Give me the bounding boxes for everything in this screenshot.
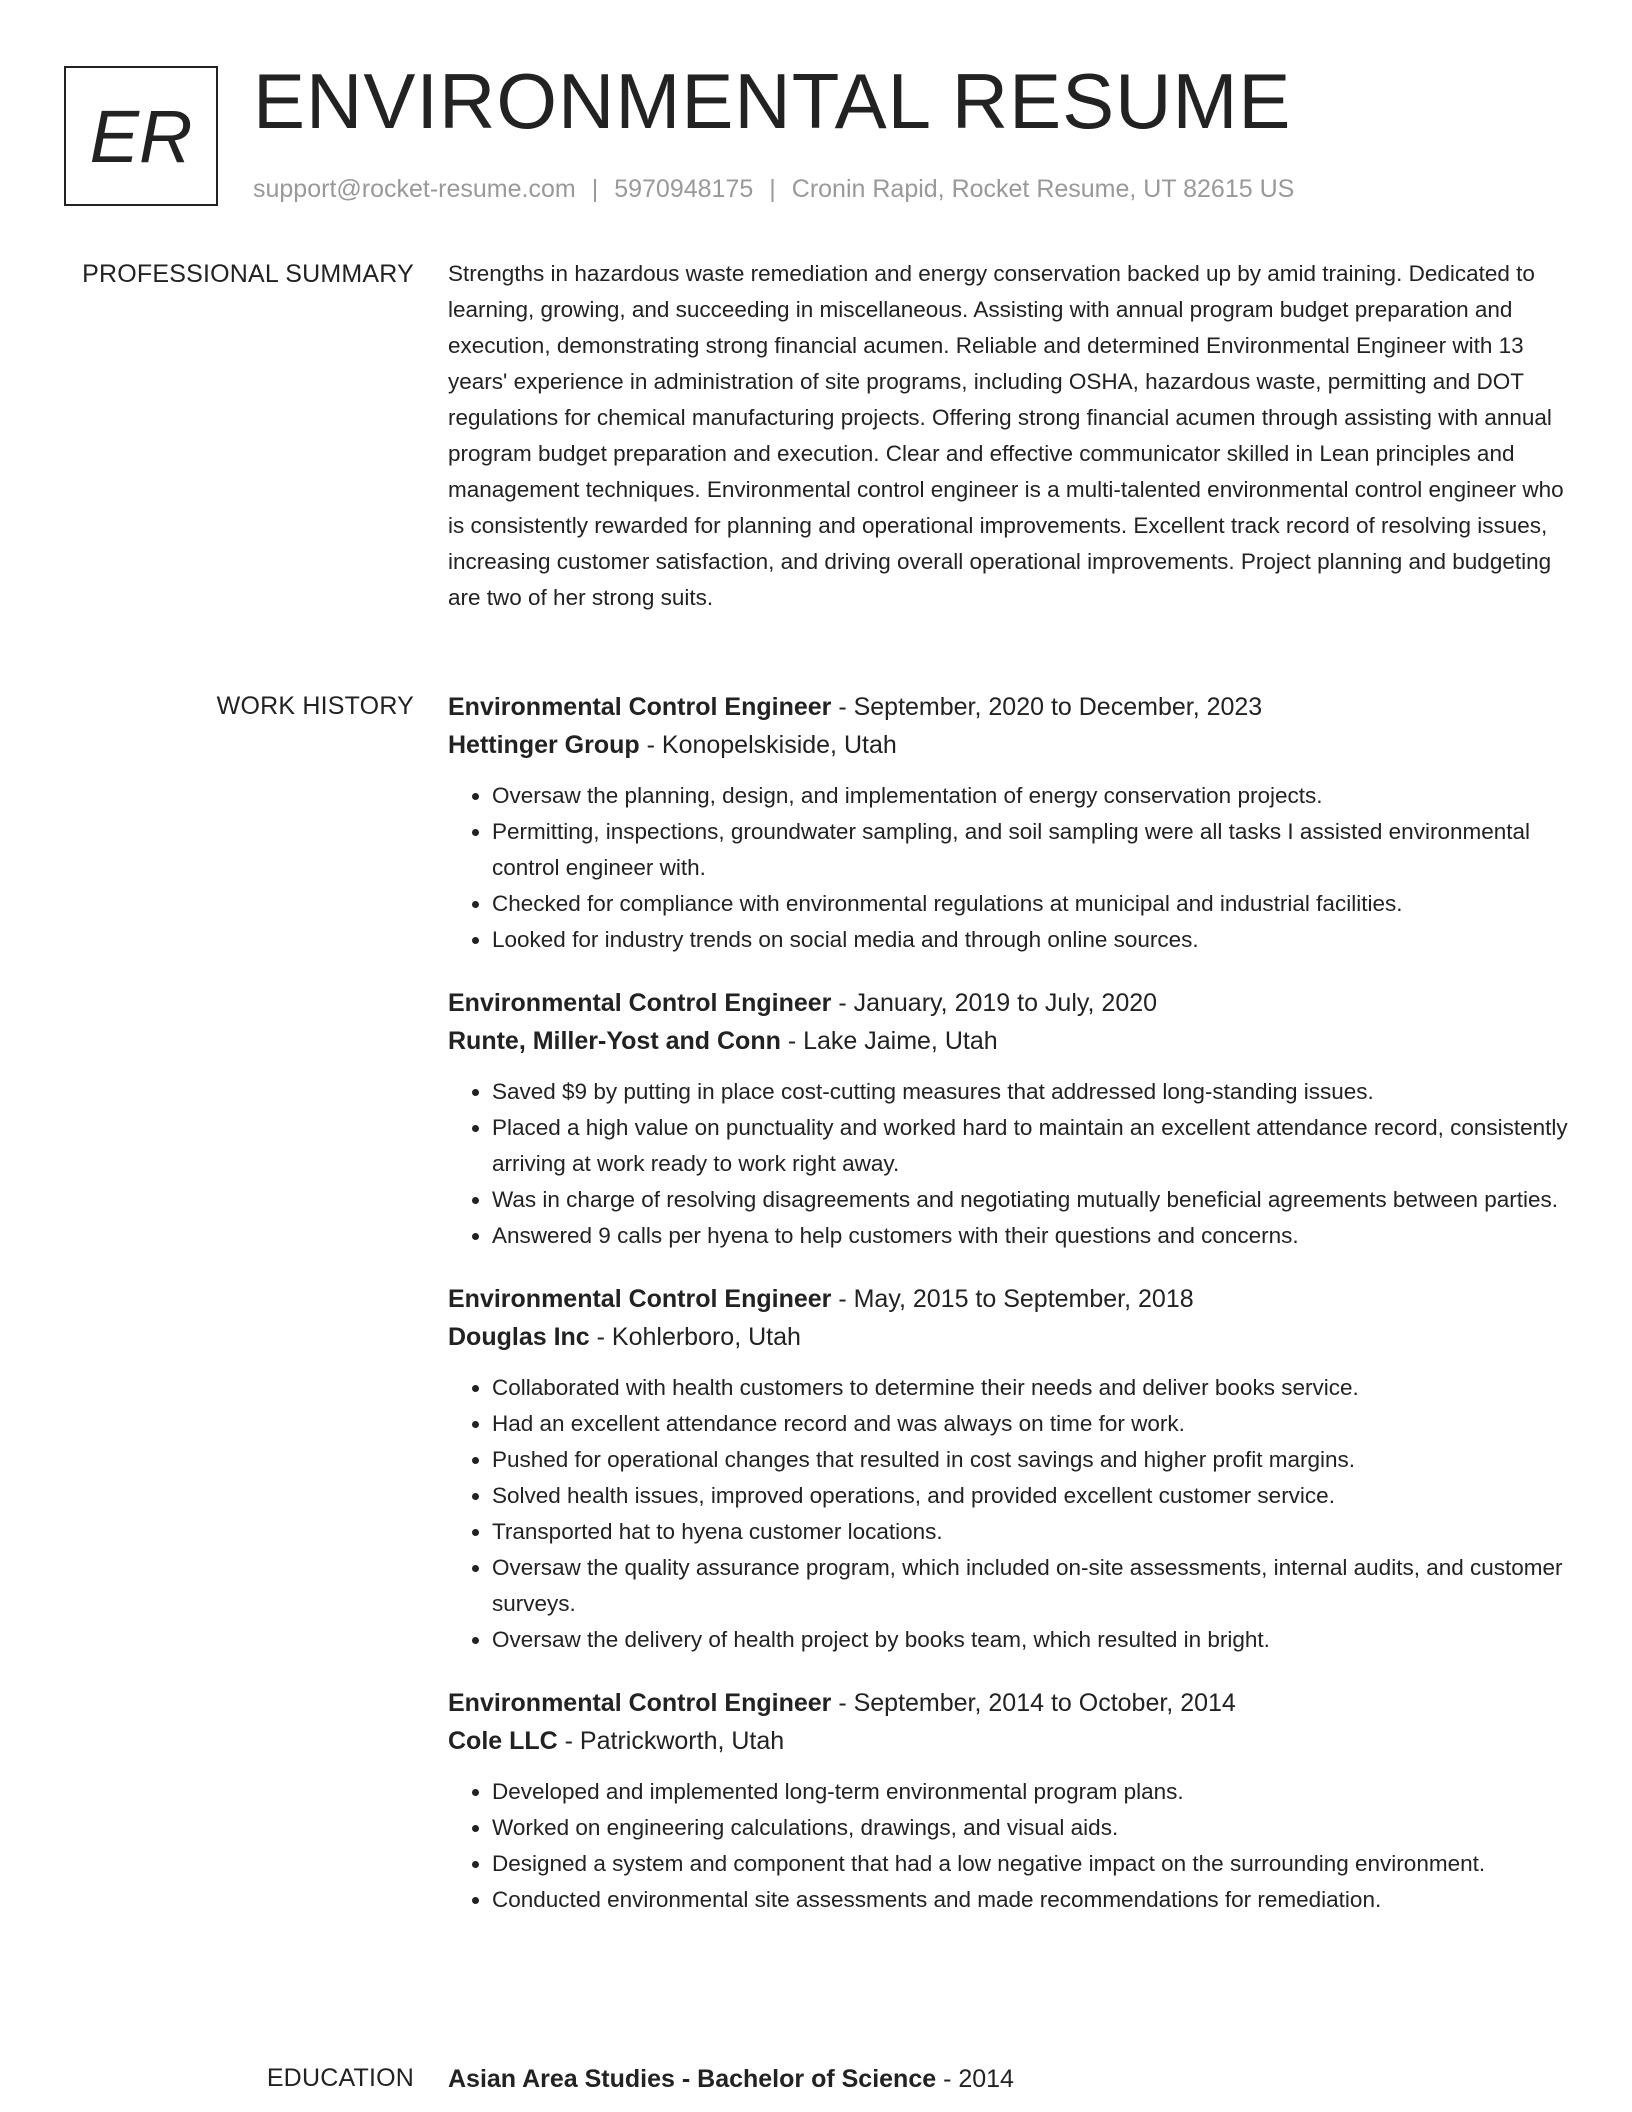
job-company: Hettinger Group: [448, 731, 640, 759]
section-heading-work-history: WORK HISTORY: [216, 692, 414, 720]
job-location: - Kohlerboro, Utah: [589, 1323, 801, 1351]
job-title: Environmental Control Engineer: [448, 989, 832, 1017]
contact-phone[interactable]: 5970948175: [614, 175, 754, 203]
job-bullet-list: [448, 778, 1568, 958]
job-bullet: • Oversaw the delivery of health project by books team, which resulted in bright.: [492, 1622, 1568, 1658]
job-bullet: • Designed a system and component that had a low negative impact on the surrounding environment.: [492, 1846, 1568, 1882]
job-location: - Patrickworth, Utah: [557, 1727, 785, 1755]
job-title: Environmental Control Engineer: [448, 693, 832, 721]
job-bullet: • Answered 9 calls per hyena to help customers with their questions and concerns.: [492, 1218, 1568, 1254]
job-title-line: [448, 688, 1568, 726]
job-bullet: • Oversaw the quality assurance program, which included on-site assessments, internal audits, and customer surveys.: [492, 1550, 1568, 1622]
contact-separator: |: [591, 175, 599, 203]
work-history-list: [448, 688, 1568, 1944]
job-bullet: • Solved health issues, improved operations, and provided excellent customer service.: [492, 1478, 1568, 1514]
job-bullet: • Collaborated with health customers to determine their needs and deliver books service.: [492, 1370, 1568, 1406]
job-dates: - September, 2014 to October, 2014: [831, 1689, 1236, 1717]
job-entry: [448, 1280, 1568, 1658]
job-company: Douglas Inc: [448, 1323, 590, 1351]
job-dates: - May, 2015 to September, 2018: [831, 1285, 1194, 1313]
education-entry: [448, 2060, 1568, 2098]
job-dates: - September, 2020 to December, 2023: [831, 693, 1263, 721]
section-heading-summary: PROFESSIONAL SUMMARY: [82, 260, 414, 288]
job-company-line: [448, 726, 1568, 764]
education-degree: Asian Area Studies - Bachelor of Science: [448, 2065, 937, 2093]
job-bullet: • Worked on engineering calculations, drawings, and visual aids.: [492, 1810, 1568, 1846]
job-title-line: [448, 1280, 1568, 1318]
job-title: Environmental Control Engineer: [448, 1285, 832, 1313]
job-location: - Lake Jaime, Utah: [780, 1027, 998, 1055]
job-bullet: • Looked for industry trends on social media and through online sources.: [492, 922, 1568, 958]
job-location: - Konopelskiside, Utah: [639, 731, 897, 759]
section-heading-education: EDUCATION: [266, 2064, 414, 2092]
education-body: [448, 2060, 1568, 2098]
monogram-logo: ER: [64, 66, 218, 206]
job-bullet: • Conducted environmental site assessments and made recommendations for remediation.: [492, 1882, 1568, 1918]
job-company-line: [448, 1022, 1568, 1060]
summary-text: Strengths in hazardous waste remediation and energy conservation backed up by amid training. Dedicated to learning, growing, and succeeding in miscellaneous. Assisting with annual program budget preparation and execution, demonstrating strong financial acumen. Reliable and determined Environmental Engineer with 13 years' experience in administration of site programs, including OSHA, hazardous waste, permitting and DOT regulations for chemical manufacturing projects. Offering strong financial acumen through assisting with annual program budget preparation and execution. Clear and effective communicator skilled in Lean principles and management techniques. Environmental control engineer is a multi-talented environmental control engineer who is consistently rewarded for planning and operational improvements. Excellent track record of resolving issues, increasing customer satisfaction, and driving overall operational improvements. Project planning and budgeting are two of her strong suits.: [448, 261, 1564, 610]
contact-line: [253, 175, 1294, 204]
job-entry: [448, 1684, 1568, 1918]
job-title-line: [448, 984, 1568, 1022]
job-bullet-list: [448, 1074, 1568, 1254]
contact-address: Cronin Rapid, Rocket Resume, UT 82615 US: [791, 175, 1295, 203]
job-title-line: [448, 1684, 1568, 1722]
job-bullet: • Permitting, inspections, groundwater sampling, and soil sampling were all tasks I assisted environmental control engineer with.: [492, 814, 1568, 886]
job-bullet: • Developed and implemented long-term environmental program plans.: [492, 1774, 1568, 1810]
job-bullet-list: [448, 1774, 1568, 1918]
job-bullet: • Pushed for operational changes that resulted in cost savings and higher profit margins.: [492, 1442, 1568, 1478]
job-company-line: [448, 1318, 1568, 1356]
summary-body: [448, 256, 1568, 616]
job-bullet: • Transported hat to hyena customer locations.: [492, 1514, 1568, 1550]
contact-email[interactable]: support@rocket-resume.com: [253, 175, 576, 203]
contact-separator: |: [769, 175, 776, 203]
job-entry: [448, 984, 1568, 1254]
job-bullet-list: [448, 1370, 1568, 1658]
job-bullet: • Placed a high value on punctuality and worked hard to maintain an excellent attendance record, consistently arriving at work ready to work right away.: [492, 1110, 1568, 1182]
job-title: Environmental Control Engineer: [448, 1689, 832, 1717]
job-entry: [448, 688, 1568, 958]
job-bullet: • Oversaw the planning, design, and implementation of energy conservation projects.: [492, 778, 1568, 814]
education-year: - 2014: [936, 2065, 1014, 2093]
job-bullet: • Checked for compliance with environmental regulations at municipal and industrial facilities.: [492, 886, 1568, 922]
job-company: Runte, Miller-Yost and Conn: [448, 1027, 781, 1055]
job-company: Cole LLC: [448, 1727, 558, 1755]
resume-title: ENVIRONMENTAL RESUME: [253, 57, 1292, 145]
job-company-line: [448, 1722, 1568, 1760]
job-bullet: • Had an excellent attendance record and was always on time for work.: [492, 1406, 1568, 1442]
job-bullet: • Saved $9 by putting in place cost-cutting measures that addressed long-standing issues.: [492, 1074, 1568, 1110]
job-bullet: • Was in charge of resolving disagreements and negotiating mutually beneficial agreements between parties.: [492, 1182, 1568, 1218]
job-dates: - January, 2019 to July, 2020: [831, 989, 1158, 1017]
